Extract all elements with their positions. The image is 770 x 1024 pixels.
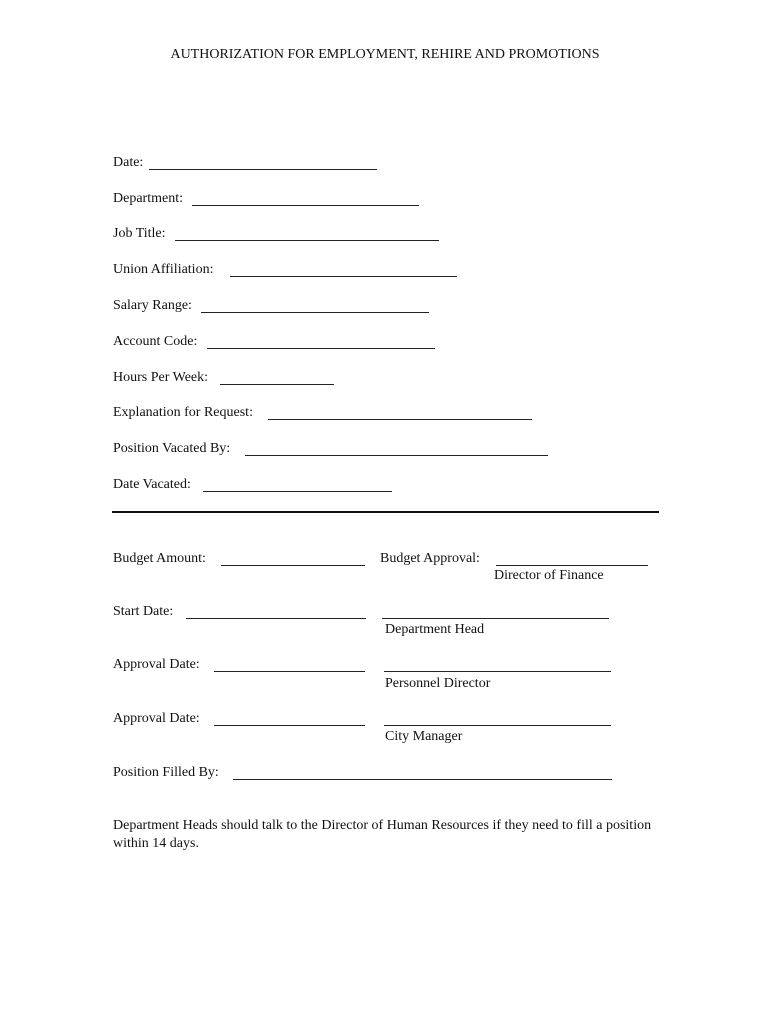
position-filled-by-field[interactable] — [233, 779, 612, 780]
approval-date-1-field[interactable] — [214, 671, 365, 672]
hours-per-week-field[interactable] — [220, 384, 334, 385]
personnel-director-caption: Personnel Director — [385, 676, 491, 691]
date-vacated-label: Date Vacated: — [113, 477, 191, 492]
budget-approval-signature-field[interactable] — [496, 565, 648, 566]
instruction-note: Department Heads should talk to the Director of Human Resources if they need to fill a position within 14 days. — [113, 818, 652, 851]
account-code-label: Account Code: — [113, 334, 198, 349]
section-divider — [112, 511, 659, 513]
city-manager-signature-field[interactable] — [384, 725, 611, 726]
personnel-director-signature-field[interactable] — [384, 671, 611, 672]
hours-per-week-label: Hours Per Week: — [113, 370, 209, 385]
job-title-label: Job Title: — [113, 226, 166, 241]
union-affiliation-label: Union Affiliation: — [113, 262, 214, 277]
explanation-label: Explanation for Request: — [113, 405, 253, 420]
approval-date-2-field[interactable] — [214, 725, 365, 726]
page-title: AUTHORIZATION FOR EMPLOYMENT, REHIRE AND PROMOTIONS — [170, 47, 600, 62]
approval-date-2-label: Approval Date: — [113, 711, 200, 726]
position-vacated-by-label: Position Vacated By: — [113, 441, 231, 456]
position-vacated-by-field[interactable] — [245, 455, 548, 456]
start-date-field[interactable] — [186, 618, 366, 619]
account-code-field[interactable] — [207, 348, 435, 349]
department-field[interactable] — [192, 205, 419, 206]
department-head-signature-field[interactable] — [382, 618, 609, 619]
department-head-caption: Department Head — [385, 622, 485, 637]
city-manager-caption: City Manager — [385, 729, 463, 744]
explanation-field[interactable] — [268, 419, 532, 420]
position-filled-by-label: Position Filled By: — [113, 765, 219, 780]
start-date-label: Start Date: — [113, 604, 174, 619]
job-title-field[interactable] — [175, 240, 439, 241]
approval-date-1-label: Approval Date: — [113, 657, 200, 672]
salary-range-label: Salary Range: — [113, 298, 192, 313]
budget-amount-label: Budget Amount: — [113, 551, 206, 566]
salary-range-field[interactable] — [201, 312, 429, 313]
union-affiliation-field[interactable] — [230, 276, 457, 277]
date-field[interactable] — [149, 169, 377, 170]
department-label: Department: — [113, 191, 183, 206]
budget-amount-field[interactable] — [221, 565, 365, 566]
budget-approval-label: Budget Approval: — [380, 551, 480, 566]
date-label: Date: — [113, 155, 144, 170]
director-of-finance-caption: Director of Finance — [494, 568, 604, 583]
date-vacated-field[interactable] — [203, 491, 392, 492]
